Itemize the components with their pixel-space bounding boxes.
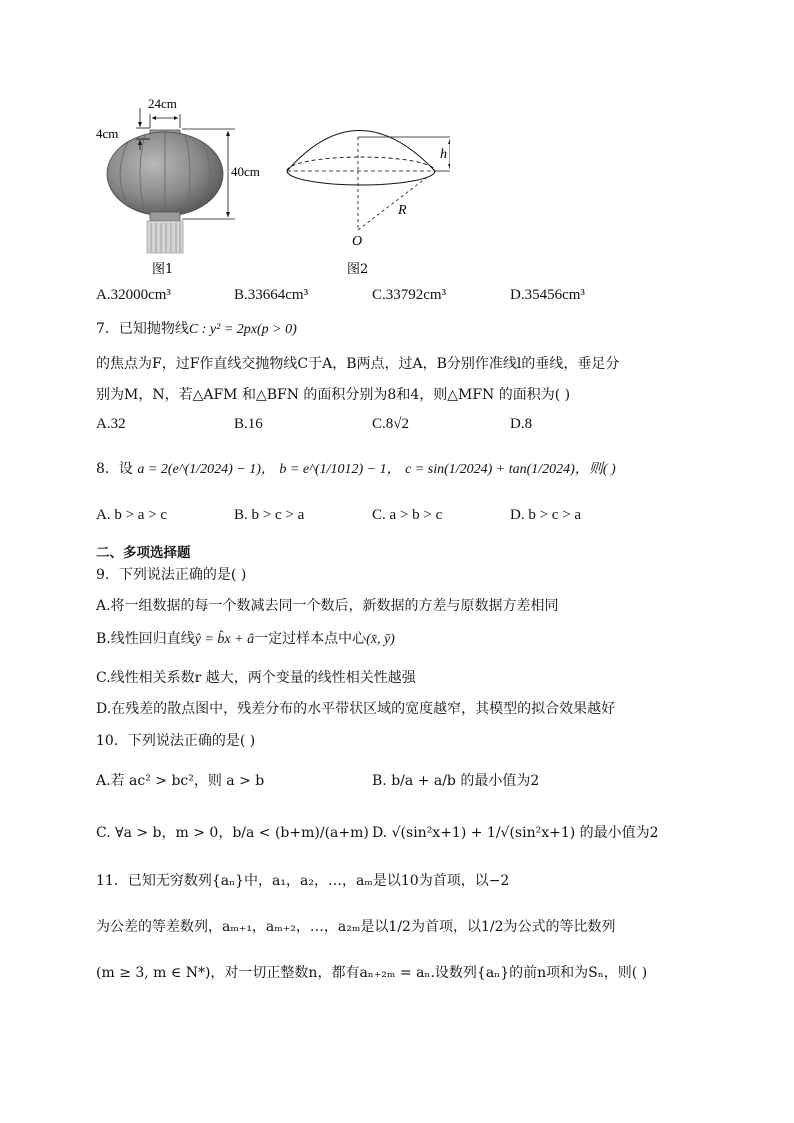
q11-line1: 11．已知无穷数列{aₙ}中，a₁，a₂，…，aₘ是以10为首项，以−2 [96,873,510,889]
fig1-dim-right: 40cm [231,164,260,179]
q6-option-a: A.32000cm³ [96,287,171,303]
fig2-label-h: h [440,147,447,162]
q9-option-b-point: (x̄, ȳ) [366,632,395,647]
fig2-caption: 图2 [347,262,369,277]
q7-stem-prefix: 7．已知抛物线 [96,321,189,337]
q11-line2: 为公差的等差数列，aₘ₊₁，aₘ₊₂，…，a₂ₘ是以1/2为首项，以1/2为公式的等比数列 [96,919,616,935]
q6-option-b: B.33664cm³ [234,287,309,303]
q7-stem [96,318,297,338]
q8-option-d: D. b > c > a [510,507,582,523]
lantern-figure [96,96,260,277]
q8-stem [96,458,616,478]
q9-option-a: A.将一组数据的每一个数减去同一个数后，新数据的方差与原数据方差相同 [96,598,559,614]
q8-c-part: c = sin(1/2024) + tan(1/2024)，则( ) [405,462,616,477]
fig2-label-r: R [398,203,407,218]
q8-prefix: 8．设 [96,461,133,477]
q10-option-c: C. ∀a > b，m > 0，b/a < (b+m)/(a+m) [96,825,369,841]
q9-option-b-prefix: B.线性回归直线 [96,631,195,647]
q10-option-d: D. √(sin²x+1) + 1/√(sin²x+1) 的最小值为2 [372,825,659,841]
q7-option-c: C.8√2 [372,416,409,432]
q9-option-b-suffix: 一定过样本点中心 [254,631,367,647]
q6-option-c: C.33792cm³ [372,287,447,303]
q7-option-a: A.32 [96,416,126,432]
q9-stem: 9．下列说法正确的是( ) [96,567,247,583]
figures-area [90,92,450,282]
q9-option-b [96,628,395,648]
section-title: 二、多项选择题 [96,545,191,561]
q7-option-b: B.16 [234,416,263,432]
q7-line2: 的焦点为F，过F作直线交抛物线C于A，B两点，过A，B分别作准线l的垂线，垂足分 [96,356,620,372]
fig1-caption: 图1 [152,262,174,277]
q9-option-d: D.在残差的散点图中，残差分布的水平带状区域的宽度越窄，其模型的拟合效果越好 [96,701,616,717]
fig1-dim-left: 4cm [96,126,119,141]
q7-stem-formula: C : y² = 2px(p > 0) [188,322,297,337]
q8-option-b: B. b > c > a [234,507,305,523]
q8-a-part: a = 2(e^(1/2024) − 1)， [137,462,275,477]
q10-stem: 10．下列说法正确的是( ) [96,733,256,749]
q6-option-d: D.35456cm³ [510,287,585,303]
q9-option-c: C.线性相关系数r 越大，两个变量的线性相关性越强 [96,670,416,686]
fig1-dim-top: 24cm [148,96,177,111]
q10-option-a: A.若 ac² > bc²，则 a > b [96,773,265,789]
spherical-cap-figure [287,131,450,278]
q8-option-a: A. b > a > c [96,507,168,523]
q11-line3: (m ≥ 3, m ∈ N*)，对一切正整数n，都有aₙ₊₂ₘ = aₙ.设数列{aₙ}的前n项和为Sₙ，则( ) [96,965,648,981]
q7-option-d: D.8 [510,416,533,432]
q8-option-c: C. a > b > c [372,507,443,523]
q7-line3: 别为M，N，若△AFM 和△BFN 的面积分别为8和4，则△MFN 的面积为( ) [96,387,571,403]
fig2-label-o: O [352,234,363,249]
q8-b-part: b = e^(1/1012) − 1， [279,462,401,477]
q9-option-b-formula: ŷ = b̂x + â [194,632,255,647]
q10-option-b: B. b/a + a/b 的最小值为2 [372,773,540,789]
